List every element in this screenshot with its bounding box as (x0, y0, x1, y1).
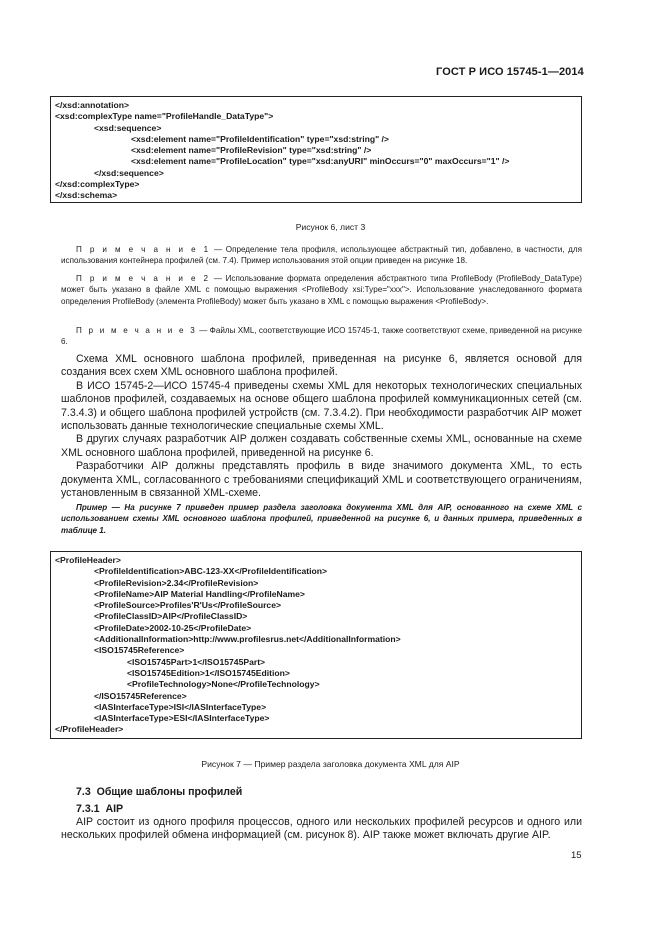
code-line: <ProfileName>AIP Material Handling</ProfileName> (94, 588, 305, 599)
subsection-title: AIP (105, 803, 124, 815)
paragraph: В других случаях разработчик AIP должен создавать собственные схемы XML, основанные на схеме XML основного шаблона профилей, приведенной на рисунке 6. (61, 433, 582, 459)
note-label: П р и м е ч а н и е 1 (76, 245, 211, 254)
section-heading (76, 786, 242, 798)
code-line: <IASInterfaceType>ESI</IASInterfaceType> (94, 713, 270, 724)
code-line: <ProfileSource>Profiles'R'Us</ProfileSource> (94, 600, 282, 611)
code-line: </xsd:sequence> (94, 167, 164, 178)
code-line: </xsd:schema> (55, 190, 118, 201)
note-text: — Файлы XML, соответствующие ИСО 15745-1, также соответствуют схеме, приведенной на рисунке 6. (61, 326, 582, 347)
code-line: <ISO15745Reference> (94, 645, 185, 656)
code-line: <IASInterfaceType>ISI</IASInterfaceType> (94, 701, 267, 712)
final-paragraph: AIP состоит из одного профиля процессов, одного или нескольких профилей ресурсов и одного или нескольких профилей обмена информацией (см. рисунок 8). AIP также может включать другие AIP. (61, 816, 582, 842)
note-text: — Определение тела профиля, использующее абстрактный тип, добавлено, в частности, для использования контейнера профилей (см. 7.4). Пример использования этой опции приведен на рисунке 18. (61, 245, 582, 266)
xml-code-block-figure6 (50, 96, 582, 203)
code-line: <ISO15745Edition>1</ISO15745Edition> (127, 667, 290, 678)
note-label: П р и м е ч а н и е 3 (76, 326, 197, 335)
code-line: <ProfileTechnology>None</ProfileTechnology> (127, 679, 320, 690)
code-line: <xsd:element name="ProfileLocation" type="xsd:anyURI" minOccurs="0" maxOccurs="1" /> (131, 156, 510, 167)
code-line: <ProfileRevision>2.34</ProfileRevision> (94, 577, 259, 588)
code-line: </xsd:complexType> (55, 179, 140, 190)
code-line: </xsd:annotation> (55, 100, 130, 110)
note-text: — Использование формата определения абстрактного типа ProfileBody (ProfileBody_DataType) может быть указано в файле XML с помощью выражения <ProfileBody xsi:Type="xxx">. Использование унаследованного формата определения ProfileBody (элемента ProfileBody) может быть указано в XML с помощью выражения <ProfileBody>. (61, 274, 582, 306)
document-header: ГОСТ Р ИСО 15745-1—2014 (436, 66, 584, 78)
subsection-heading (76, 803, 123, 815)
subsection-number: 7.3.1 (76, 803, 100, 815)
code-line: <xsd:complexType name="ProfileHandle_DataType"> (55, 111, 274, 122)
code-line: <ProfileIdentification>ABC-123-XX</ProfileIdentification> (94, 566, 328, 577)
xml-code-block-figure7 (50, 551, 582, 739)
figure-caption: Рисунок 6, лист 3 (295, 222, 366, 232)
code-line: <ProfileHeader> (55, 555, 121, 565)
body-text (61, 353, 582, 500)
note-1 (61, 244, 582, 267)
note-3 (61, 325, 582, 348)
section-number: 7.3 (76, 786, 91, 798)
code-line: <xsd:sequence> (94, 122, 162, 133)
note-label: П р и м е ч а н и е 2 (76, 274, 211, 283)
paragraph: В ИСО 15745-2—ИСО 15745-4 приведены схемы XML для некоторых технологических специальных шаблонов профилей, создаваемых на основе общего шаблона профилей коммуникационных сетей (см. 7.3.4.3) и общего шаблона профилей устройств (см. 7.3.4.2). При необходимости разработчик AIP может использовать данные технологические специальные схемы XML. (61, 379, 582, 433)
paragraph: Разработчики AIP должны представлять профиль в виде значимого документа XML, то есть документа XML, согласованного с требованиями спецификаций XML и соответствующего ограничениям, установленным в связанной XML-схеме. (61, 460, 582, 500)
code-line: <ProfileDate>2002-10-25</ProfileDate> (94, 622, 252, 633)
code-line: </ProfileHeader> (55, 724, 124, 735)
note-2 (61, 273, 582, 307)
code-line: <xsd:element name="ProfileIdentification" type="xsd:string" /> (131, 133, 389, 144)
example-text: Пример — На рисунке 7 приведен пример раздела заголовка документа XML для AIP, основанного на схеме XML с использованием схемы XML основного шаблона профилей, приведенной на рисунке 6, и данных примера, приведенных в таблице 1. (61, 503, 582, 535)
page-number: 15 (571, 850, 582, 861)
figure-caption: Рисунок 7 — Пример раздела заголовка документа XML для AIP (201, 759, 460, 769)
paragraph: Схема XML основного шаблона профилей, приведенная на рисунке 6, является основой для создания всех схем XML основного шаблона профилей. (61, 353, 582, 379)
code-line: <AdditionalInformation>http://www.profilesrus.net</AdditionalInformation> (94, 634, 401, 645)
code-line: <ISO15745Part>1</ISO15745Part> (127, 656, 266, 667)
code-line: </ISO15745Reference> (94, 690, 187, 701)
code-line: <ProfileClassID>AIP</ProfileClassID> (94, 611, 248, 622)
code-line: <xsd:element name="ProfileRevision" type="xsd:string" /> (131, 145, 372, 156)
section-title: Общие шаблоны профилей (96, 786, 243, 798)
